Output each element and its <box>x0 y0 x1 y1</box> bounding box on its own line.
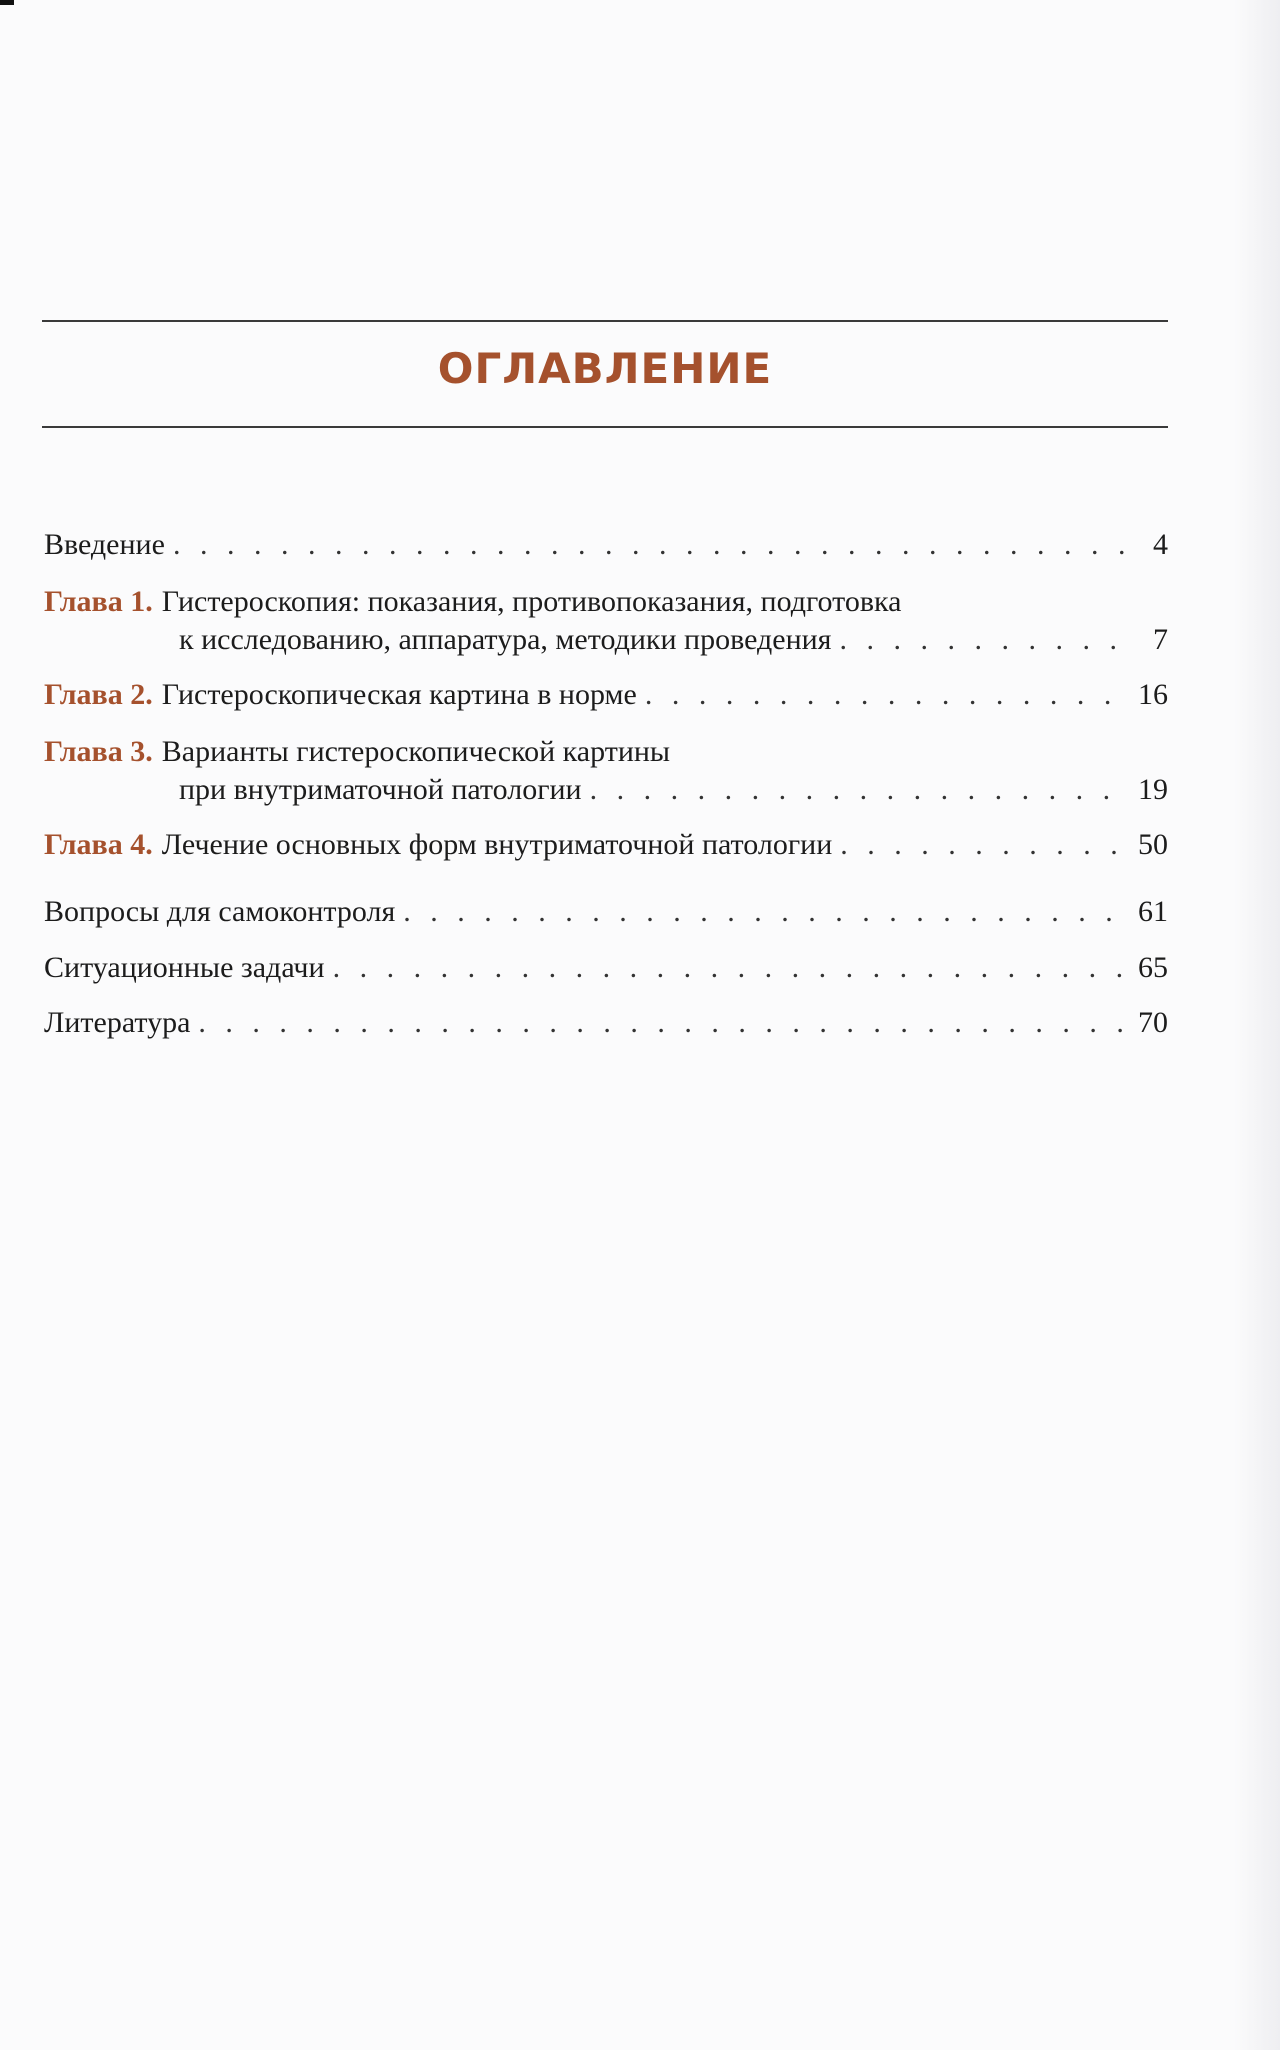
toc-entry-title: Вопросы для самоконтроля <box>44 895 396 928</box>
toc-entry-title-continued: при внутриматочной патологии <box>179 773 582 806</box>
scan-corner-mark <box>0 0 14 5</box>
toc-page-number: 50 <box>1138 828 1168 861</box>
chapter-label: Глава 4. <box>44 828 153 861</box>
dot-leader <box>645 676 1126 714</box>
toc-entry-literature[interactable] <box>44 1004 1168 1042</box>
toc-entry-chapter-2[interactable] <box>44 676 1168 714</box>
page-edge-shadow <box>1234 0 1280 2050</box>
toc-page-number: 61 <box>1138 895 1168 928</box>
toc-entry-chapter-3[interactable] <box>44 733 1168 809</box>
toc-page-number: 7 <box>1153 623 1168 656</box>
toc-entry-intro[interactable] <box>44 526 1168 564</box>
dot-leader <box>333 949 1126 987</box>
toc-entry-chapter-4[interactable] <box>44 826 1168 864</box>
toc-entry-questions[interactable] <box>44 893 1168 931</box>
toc-entry-title: Гистероскопия: показания, противопоказания, подготовка <box>161 585 902 618</box>
dot-leader <box>173 526 1126 564</box>
toc-entry-title: Ситуационные задачи <box>44 951 325 984</box>
chapter-label: Глава 3. <box>44 735 153 768</box>
toc-entry-title: Гистероскопическая картина в норме <box>161 678 637 711</box>
page-title: ОГЛАВЛЕНИЕ <box>437 344 773 393</box>
dot-leader <box>840 621 1127 659</box>
dot-leader <box>403 893 1126 931</box>
toc-entry-tasks[interactable] <box>44 949 1168 987</box>
toc-entry-title: Варианты гистероскопической картины <box>161 735 671 768</box>
chapter-label: Глава 1. <box>44 585 153 618</box>
toc-entry-title: Лечение основных форм внутриматочной патологии <box>161 828 833 861</box>
toc-entry-title-continued: к исследованию, аппаратура, методики проведения <box>179 623 832 656</box>
toc-entry-title: Литература <box>44 1006 191 1039</box>
toc-page-number: 19 <box>1138 773 1168 806</box>
dot-leader <box>590 771 1126 809</box>
title-rule-bottom <box>42 426 1168 428</box>
dot-leader <box>198 1004 1126 1042</box>
dot-leader <box>840 826 1126 864</box>
toc-entry-chapter-1[interactable] <box>44 583 1168 659</box>
toc-page-number: 70 <box>1138 1006 1168 1039</box>
toc-page-number: 4 <box>1153 528 1168 561</box>
title-rule-top <box>42 320 1168 322</box>
toc-entry-title: Введение <box>44 528 165 561</box>
toc-page-number: 16 <box>1138 678 1168 711</box>
toc-page-number: 65 <box>1138 951 1168 984</box>
chapter-label: Глава 2. <box>44 678 153 711</box>
